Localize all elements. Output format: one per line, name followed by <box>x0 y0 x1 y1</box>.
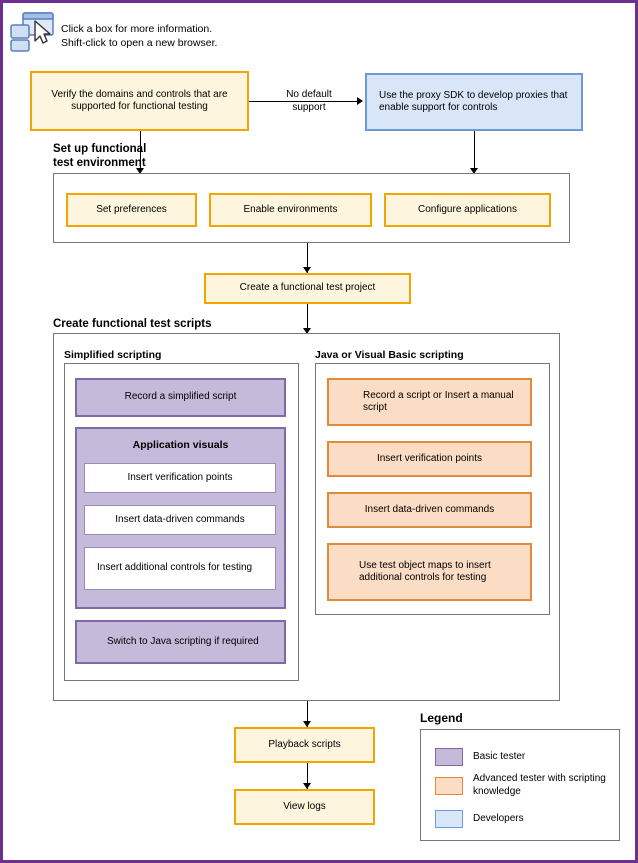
java-insert-data-driven-commands-box[interactable]: Insert data-driven commands <box>327 492 532 528</box>
java-vb-scripting-label: Java or Visual Basic scripting <box>315 349 464 361</box>
insert-verification-points-box[interactable]: Insert verification points <box>84 463 276 493</box>
create-project-box[interactable]: Create a functional test project <box>204 273 411 304</box>
insert-data-driven-commands-box[interactable]: Insert data-driven commands <box>84 505 276 535</box>
switch-to-java-box[interactable]: Switch to Java scripting if required <box>75 620 286 664</box>
connector-arrow-proxy <box>357 97 363 105</box>
verify-domains-box[interactable]: Verify the domains and controls that are supported for functional testing <box>30 71 249 131</box>
hint-line-2: Shift-click to open a new browser. <box>61 37 218 49</box>
playback-scripts-box[interactable]: Playback scripts <box>234 727 375 763</box>
hint-line-1: Click a box for more information. <box>61 23 213 35</box>
test-object-maps-box[interactable]: Use test object maps to insert additional controls for testing <box>327 543 532 601</box>
connector-proxy-down <box>474 131 475 173</box>
window-cursor-icon <box>9 11 57 53</box>
no-default-support-label-2: support <box>292 102 326 113</box>
legend-label-developers: Developers <box>473 812 524 824</box>
legend-item-developers <box>435 810 610 828</box>
view-logs-box[interactable]: View logs <box>234 789 375 825</box>
proxy-sdk-box[interactable]: Use the proxy SDK to develop proxies that enable support for controls <box>365 73 583 131</box>
legend-swatch-developers <box>435 810 463 828</box>
scripts-heading: Create functional test scripts <box>53 318 212 330</box>
setup-heading-line-1: Set up functional <box>53 143 147 155</box>
legend-label-basic-tester: Basic tester <box>473 750 526 762</box>
simplified-scripting-label: Simplified scripting <box>64 349 162 361</box>
record-or-manual-script-box[interactable]: Record a script or Insert a manual script <box>327 378 532 426</box>
record-simplified-script-box[interactable]: Record a simplified script <box>75 378 286 417</box>
java-insert-verification-points-box[interactable]: Insert verification points <box>327 441 532 477</box>
setup-heading-line-2: test environment <box>53 157 146 169</box>
application-visuals-title: Application visuals <box>132 439 229 451</box>
legend-item-advanced-tester <box>435 773 610 798</box>
set-preferences-box[interactable]: Set preferences <box>66 193 197 227</box>
enable-environments-box[interactable]: Enable environments <box>209 193 372 227</box>
legend-label-advanced-tester: Advanced tester with scripting knowledge <box>473 773 606 797</box>
configure-applications-box[interactable]: Configure applications <box>384 193 551 227</box>
no-default-support-label-1: No default <box>286 89 332 100</box>
insert-additional-controls-box[interactable]: Insert additional controls for testing <box>84 547 276 590</box>
legend-swatch-advanced-tester <box>435 777 463 795</box>
legend-item-basic-tester <box>435 748 610 766</box>
legend-swatch-basic-tester <box>435 748 463 766</box>
legend-title: Legend <box>420 711 463 725</box>
